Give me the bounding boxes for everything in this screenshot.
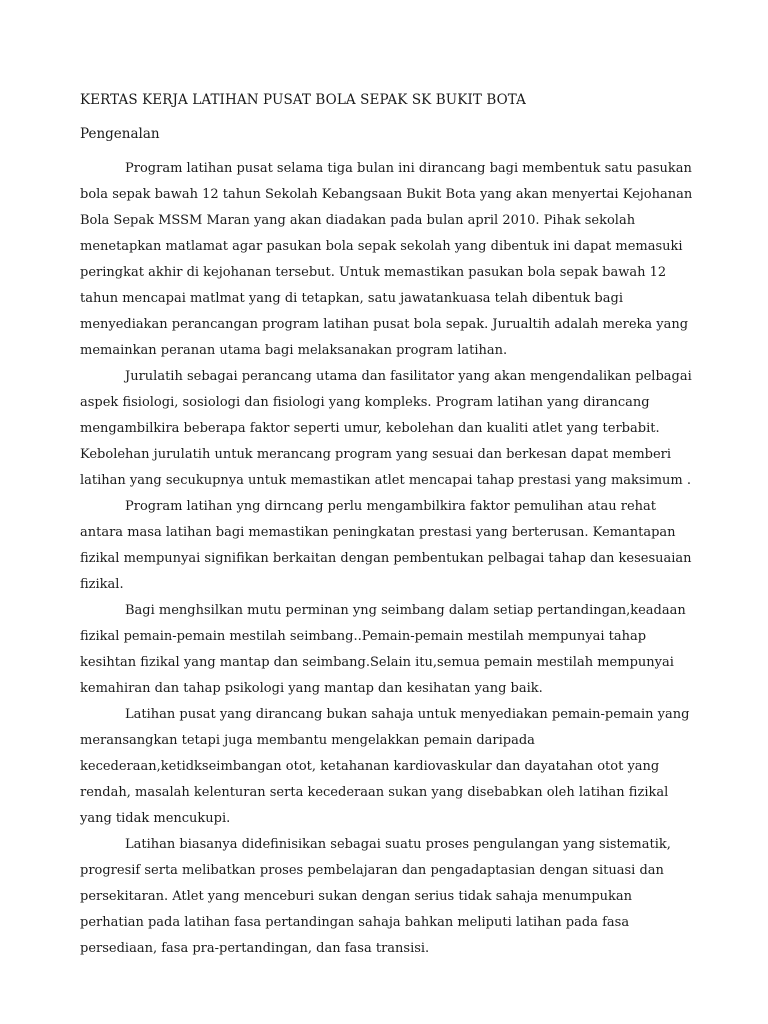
document-page [80,90,700,962]
paragraph: Program latihan yng dirncang perlu mengambilkira faktor pemulihan atau rehat antara masa latihan bagi memastikan peningkatan prestasi yang berterusan. Kemantapan fizikal mempunyai signifikan berkaitan dengan pembentukan pelbagai tahap dan kesesuaian fizikal. [80,499,692,592]
paragraph: Program latihan pusat selama tiga bulan ini dirancang bagi membentuk satu pasukan bola sepak bawah 12 tahun Sekolah Kebangsaan Bukit Bota yang akan menyertai Kejohanan Bola Sepak MSSM Maran yang akan diadakan pada bulan april 2010. Pihak sekolah menetapkan matlamat agar pasukan bola sepak sekolah yang dibentuk ini dapat memasuki peringkat akhir di kejohanan tersebut. Untuk memastikan pasukan bola sepak bawah 12 tahun mencapai matlmat yang di tetapkan, satu jawatankuasa telah dibentuk bagi menyediakan perancangan program latihan pusat bola sepak. Jurualtih adalah mereka yang memainkan peranan utama bagi melaksanakan program latihan. [80,161,693,358]
document-title: KERTAS KERJA LATIHAN PUSAT BOLA SEPAK SK BUKIT BOTA [80,92,527,108]
paragraph: Latihan biasanya didefinisikan sebagai suatu proses pengulangan yang sistematik, progresif serta melibatkan proses pembelajaran dan pengadaptasian dengan situasi dan persekitaran. Atlet yang menceburi sukan dengan serius tidak sahaja menumpukan perhatian pada latihan fasa pertandingan sahaja bahkan meliputi latihan pada fasa persediaan, fasa pra-pertandingan, dan fasa transisi. [80,837,671,956]
section-heading: Pengenalan [80,126,160,142]
paragraph: Jurulatih sebagai perancang utama dan fasilitator yang akan mengendalikan pelbagai aspek fisiologi, sosiologi dan fisiologi yang kompleks. Program latihan yang dirancang mengambilkira beberapa faktor seperti umur, kebolehan dan kualiti atlet yang terbabit. Kebolehan jurulatih untuk merancang program yang sesuai dan berkesan dapat memberi latihan yang secukupnya untuk memastikan atlet mencapai tahap prestasi yang maksimum . [80,369,692,488]
paragraph: Bagi menghsilkan mutu perminan yng seimbang dalam setiap pertandingan,keadaan fizikal pemain-pemain mestilah seimbang..Pemain-pemain mestilah mempunyai tahap kesihtan fizikal yang mantap dan seimbang.Selain itu,semua pemain mestilah mempunyai kemahiran dan tahap psikologi yang mantap dan kesihatan yang baik. [80,603,686,696]
paragraph: Latihan pusat yang dirancang bukan sahaja untuk menyediakan pemain-pemain yang meransangkan tetapi juga membantu mengelakkan pemain daripada kecederaan,ketidkseimbangan otot, ketahanan kardiovaskular dan dayatahan otot yang rendah, masalah kelenturan serta kecederaan sukan yang disebabkan oleh latihan fizikal yang tidak mencukupi. [80,707,690,826]
